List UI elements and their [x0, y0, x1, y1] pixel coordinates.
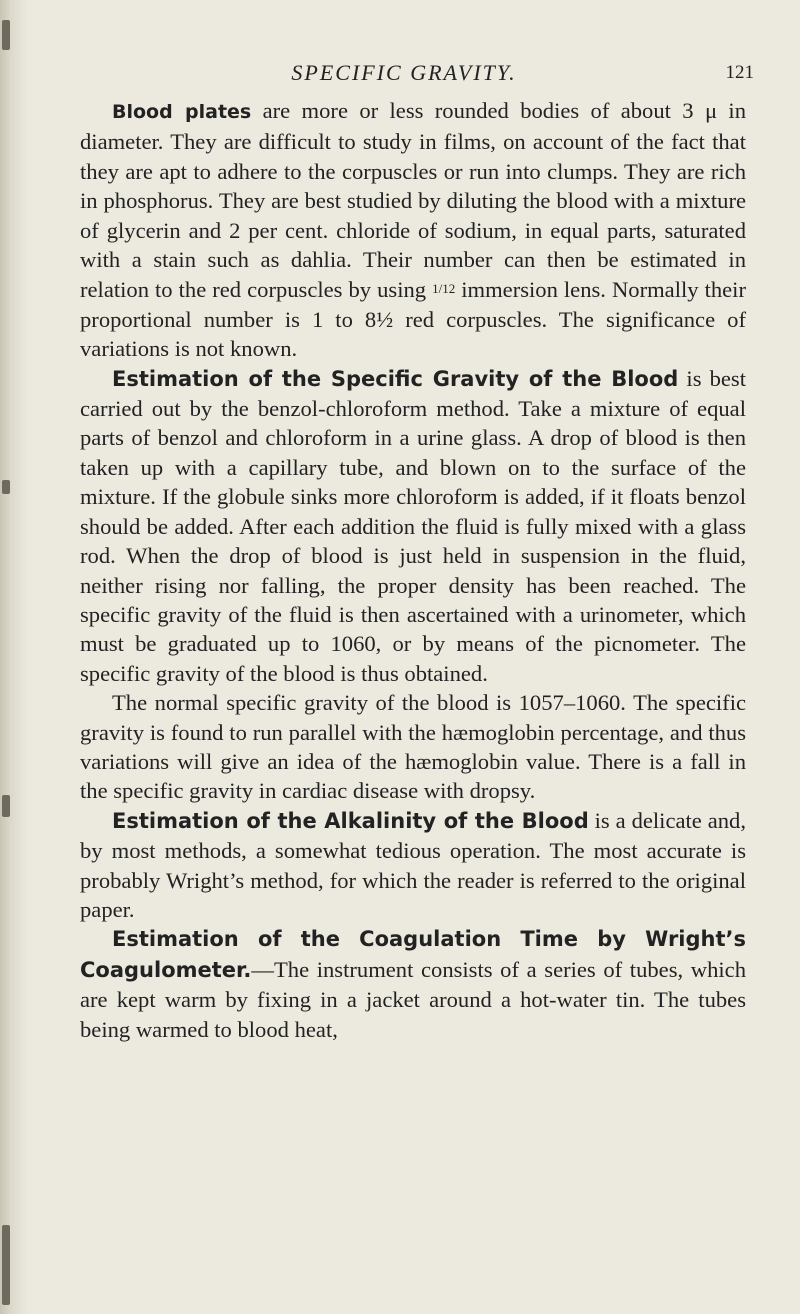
- paragraph-blood-plates: [80, 96, 746, 364]
- gutter-mark: [2, 20, 10, 50]
- section-heading: Estimation of the Alkalinity of the Blood: [112, 808, 589, 833]
- paragraph-text: is best carried out by the benzol-chloroform method. Take a mixture of equal parts of benzol and chloroform in a urine glass. A drop of blood is then taken up with a capillary tube, and blown on to the surface of the mixture. If the globule sinks more chloroform is added, if it floats benzol should be added. After each addition the fluid is fully mixed with a glass rod. When the drop of blood is just held in suspension in the fluid, neither rising nor falling, the proper density has been reached. The specific gravity of the fluid is then ascertained with a urinometer, which must be graduated up to 1060, or by means of the picnometer. The specific gravity of the blood is thus obtained.: [80, 365, 747, 686]
- body-text: [54, 96, 754, 1044]
- gutter-mark: [2, 480, 10, 494]
- section-heading: Estimation of the Coagulation Time by Wright’s Coagulometer.: [80, 927, 746, 982]
- paragraph-text: immersion lens. Normally their proportional number is 1 to 8½ red corpuscles. The significance of variations is not known.: [80, 277, 746, 362]
- lead-term: Blood plates: [112, 101, 252, 123]
- section-heading: Estimation of the Specific Gravity of the Blood: [112, 366, 679, 391]
- book-gutter-shadow: [0, 0, 28, 1314]
- paragraph-normal-gravity: [80, 688, 746, 806]
- paragraph-coagulation: [80, 924, 746, 1044]
- paragraph-specific-gravity: [80, 364, 746, 688]
- page-header: [54, 60, 754, 96]
- page-number: 121: [725, 62, 754, 83]
- running-title: SPECIFIC GRAVITY.: [291, 60, 517, 85]
- paragraph-text: are more or less rounded bodies of about 3 μ in diameter. They are difficult to study in films, on account of the fact that they are apt to adhere to the corpuscles or run into clumps. They are rich in phosphorus. They are best studied by diluting the blood with a mixture of glycerin and 2 per cent. chloride of sodium, in equal parts, saturated with a stain such as dahlia. Their number can then be estimated in relation to the red corpuscles by using: [80, 98, 747, 303]
- paragraph-text: is a delicate and, by most methods, a somewhat tedious operation. The most accurate is probably Wright’s method, for which the reader is referred to the original paper.: [80, 807, 746, 922]
- paragraph-text: The normal specific gravity of the blood is 1057–1060. The specific gravity is found to run parallel with the hæmoglobin percentage, and thus variations will give an idea of the hæmoglobin value. There is a fall in the specific gravity in cardiac disease with dropsy.: [80, 690, 746, 804]
- gutter-mark: [2, 795, 10, 817]
- book-page: [54, 60, 754, 1044]
- fraction: 1/12: [432, 281, 456, 297]
- paragraph-text: —The instrument consists of a series of tubes, which are kept warm by fixing in a jacket around a hot-water tin. The tubes being warmed to blood heat,: [80, 956, 746, 1042]
- gutter-mark: [2, 1225, 10, 1305]
- paragraph-alkalinity: [80, 806, 746, 925]
